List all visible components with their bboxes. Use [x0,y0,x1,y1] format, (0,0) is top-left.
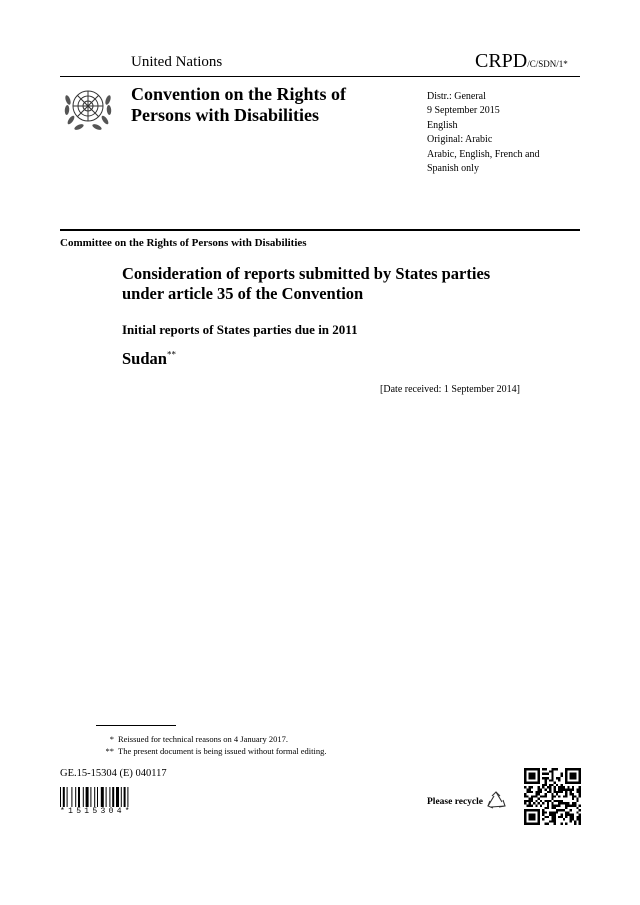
qr-module [551,798,553,800]
qr-module [538,791,540,793]
qr-module [540,804,542,806]
qr-module [526,800,528,802]
qr-module [531,795,533,797]
country-name: Sudan [122,349,167,368]
barcode-bar [83,787,84,807]
qr-module [556,768,558,770]
qr-module [572,795,574,797]
qr-module [535,793,537,795]
qr-module [551,784,553,786]
qr-module [570,789,572,791]
qr-module [570,820,572,822]
qr-module [563,786,565,788]
qr-module [524,800,526,802]
barcode-bar [60,787,61,807]
qr-module [551,775,553,777]
qr-module [554,782,556,784]
qr-module [574,802,576,804]
qr-module [567,804,569,806]
qr-module [529,786,531,788]
qr-module [540,791,542,793]
barcode-text: *1515304* [60,807,133,816]
qr-module [563,789,565,791]
qr-module [554,795,556,797]
qr-module [554,816,556,818]
qr-module [542,818,544,820]
qr-module [565,814,567,816]
qr-module [542,811,544,813]
qr-module [538,802,540,804]
qr-module [560,823,562,825]
qr-module [556,777,558,779]
barcode-bar [101,787,104,807]
qr-module [560,773,562,775]
qr-module [545,782,547,784]
qr-module [551,802,553,804]
document-symbol [475,50,568,73]
distribution-line: Distr.: General [427,91,486,102]
qr-module [529,791,531,793]
qr-module [549,784,551,786]
qr-module [574,823,576,825]
qr-module [572,818,574,820]
qr-module [538,789,540,791]
footnote-rule [96,725,176,726]
qr-module [526,795,528,797]
qr-module [542,768,544,770]
qr-module [567,786,569,788]
qr-module [554,820,556,822]
qr-module [529,798,531,800]
barcode-bar [90,787,91,807]
qr-module [547,773,549,775]
footnote-marker: * [109,734,114,744]
qr-module [542,814,544,816]
qr-module [545,784,547,786]
barcode-bar [106,787,107,807]
qr-module [551,770,553,772]
country-heading [122,349,176,369]
treaty-body-title: Convention on the Rights of Persons with Disabilities [131,84,347,125]
barcode [60,787,153,807]
distribution-line: English [427,119,458,131]
qr-module [545,768,547,770]
qr-module [545,807,547,809]
organization-label: United Nations [131,54,223,70]
barcode-bar [75,787,76,807]
qr-module [542,773,544,775]
qr-module [565,816,567,818]
header-rule [60,76,580,77]
barcode-bar [116,787,119,807]
qr-module [574,820,576,822]
qr-module [574,795,576,797]
qr-module [576,807,578,809]
qr-module [551,768,553,770]
barcode-bar [63,787,65,807]
qr-module [558,816,560,818]
footnote [100,746,326,756]
qr-module [545,816,547,818]
qr-module [558,809,560,811]
qr-module [551,814,553,816]
qr-module [554,786,556,788]
qr-module [547,791,549,793]
qr-module [554,804,556,806]
qr-module [538,798,540,800]
qr-module [572,786,574,788]
qr-module [551,793,553,795]
qr-module [579,804,581,806]
qr-module [579,786,581,788]
qr-module [535,800,537,802]
qr-module [526,791,528,793]
qr-module [542,795,544,797]
qr-module [542,802,544,804]
distribution-line: 9 September 2015 [427,105,500,117]
footnote [100,734,288,744]
qr-module [554,768,556,770]
qr-module [558,779,560,781]
qr-module [551,811,553,813]
barcode-bar [67,787,68,807]
qr-module [572,814,574,816]
qr-module [542,777,544,779]
qr-module [545,811,547,813]
qr-module [576,791,578,793]
symbol-main: CRPD [475,50,528,72]
qr-module [551,820,553,822]
qr-module [554,818,556,820]
qr-module [558,795,560,797]
qr-module [547,804,549,806]
qr-module [545,773,547,775]
qr-module [567,802,569,804]
qr-module [535,804,537,806]
qr-module [551,804,553,806]
qr-module [531,800,533,802]
qr-module [579,823,581,825]
qr-module [560,802,562,804]
qr-module [547,802,549,804]
qr-module [560,809,562,811]
qr-module [558,791,560,793]
qr-module [526,789,528,791]
qr-module [570,791,572,793]
qr-module [558,786,560,788]
qr-module [549,779,551,781]
qr-module [556,804,558,806]
qr-module [565,793,567,795]
qr-module [540,795,542,797]
recycle-icon [485,791,507,811]
document-title: Consideration of reports submitted by States parties under article 35 of the Convention [122,264,491,303]
qr-module [547,800,549,802]
qr-module [524,795,526,797]
qr-module [565,789,567,791]
qr-module [570,818,572,820]
qr-module [549,770,551,772]
qr-module [551,777,553,779]
qr-module [560,786,562,788]
barcode-bar [97,787,98,807]
qr-module [579,820,581,822]
qr-module [549,789,551,791]
qr-module [535,791,537,793]
symbol-suffix: /C/SDN/1* [527,59,568,69]
qr-module [560,784,562,786]
qr-module [572,798,574,800]
qr-module [551,795,553,797]
qr-module [545,793,547,795]
qr-module [533,795,535,797]
barcode-bar [112,787,114,807]
qr-module [570,804,572,806]
qr-module [538,786,540,788]
qr-module [535,795,537,797]
qr-module [563,809,565,811]
qr-module [545,777,547,779]
footnote-text: The present document is being issued without formal editing. [118,746,327,756]
qr-module [547,823,549,825]
barcode-bar [124,787,126,807]
distribution-line: Arabic, English, French and [427,148,540,160]
qr-module [545,779,547,781]
qr-module [540,789,542,791]
qr-module [551,807,553,809]
qr-module [556,784,558,786]
qr-module [526,804,528,806]
qr-module [529,789,531,791]
qr-module [549,791,551,793]
qr-module [554,811,556,813]
qr-module [545,823,547,825]
qr-module [531,798,533,800]
qr-module [529,800,531,802]
qr-module [554,823,556,825]
qr-module [554,814,556,816]
committee-name: Committee on the Rights of Persons with Disabilities [60,237,307,249]
qr-module [570,793,572,795]
qr-module [579,795,581,797]
footnote-text: Reissued for technical reasons on 4 January 2017. [118,734,288,744]
distribution-line: Spanish only [427,163,479,175]
qr-module [549,786,551,788]
qr-module [567,811,569,813]
qr-module [565,804,567,806]
qr-module [563,795,565,797]
qr-module [524,786,526,788]
qr-module [558,789,560,791]
qr-module [576,816,578,818]
qr-module [576,798,578,800]
recycle-label: Please recycle [427,797,483,807]
qr-module [558,777,560,779]
qr-module [572,793,574,795]
qr-module [547,777,549,779]
country-footnote-marker: ** [166,349,176,360]
qr-module [579,818,581,820]
qr-module [579,816,581,818]
barcode-bar [71,787,72,807]
qr-module [533,802,535,804]
qr-module [545,800,547,802]
qr-module [572,802,574,804]
barcode-bar [78,787,80,807]
qr-module [558,802,560,804]
qr-module [560,814,562,816]
qr-module [529,802,531,804]
qr-module [529,814,536,821]
qr-module [579,789,581,791]
qr-module [551,773,553,775]
qr-module [531,804,533,806]
qr-module [547,786,549,788]
qr-module [554,789,556,791]
qr-module [576,789,578,791]
qr-module [576,818,578,820]
footnote-marker: ** [105,746,114,756]
barcode-bar [121,787,122,807]
qr-module [547,816,549,818]
qr-module [565,807,567,809]
qr-module [551,779,553,781]
qr-module [551,816,553,818]
qr-module [549,814,551,816]
qr-module [567,789,569,791]
qr-module [560,800,562,802]
qr-module [570,773,577,780]
qr-module [538,793,540,795]
qr-module [542,809,544,811]
qr-module [556,809,558,811]
qr-module [529,773,536,780]
qr-module [570,814,572,816]
qr-module [547,807,549,809]
qr-module [549,800,551,802]
qr-module [570,816,572,818]
qr-module [542,784,544,786]
un-emblem-icon [62,82,114,134]
barcode-bar [109,787,110,807]
qr-module [542,786,544,788]
qr-module [554,807,556,809]
qr-module [565,811,567,813]
barcode-bar [127,787,128,807]
qr-module [556,800,558,802]
qr-module [565,795,567,797]
qr-module [572,789,574,791]
qr-module [556,791,558,793]
qr-module [565,823,567,825]
qr-module [560,791,562,793]
qr-module [563,818,565,820]
qr-module [556,811,558,813]
barcode-bar [94,787,95,807]
qr-module [574,804,576,806]
document-subtitle: Initial reports of States parties due in 2011 [122,322,358,337]
qr-module [545,789,547,791]
qr-module [558,800,560,802]
qr-module [531,786,533,788]
qr-module [554,800,556,802]
qr-module [531,791,533,793]
qr-module [560,789,562,791]
qr-module [572,816,574,818]
masthead-rule [60,229,580,231]
qr-module [540,800,542,802]
qr-module [560,816,562,818]
qr-module [524,802,526,804]
qr-module [579,793,581,795]
qr-module [558,804,560,806]
qr-module [560,775,562,777]
barcode-bar [86,787,89,807]
qr-module [556,793,558,795]
distribution-line: Original: Arabic [427,134,493,146]
qr-module [579,809,581,811]
qr-module [554,791,556,793]
qr-module [579,791,581,793]
qr-module [570,809,572,811]
qr-module [576,800,578,802]
qr-module [549,820,551,822]
qr-module [545,795,547,797]
qr-module [563,802,565,804]
date-received: [Date received: 1 September 2014] [380,384,520,395]
qr-module [576,811,578,813]
qr-module [529,804,531,806]
qr-module [524,793,526,795]
qr-module [572,804,574,806]
qr-module [565,802,567,804]
distribution-block [427,90,587,176]
qr-module [551,818,553,820]
qr-module [565,791,567,793]
job-number: GE.15-15304 (E) 040117 [60,768,167,779]
qr-module [567,814,569,816]
qr-module [579,814,581,816]
qr-module [549,811,551,813]
qr-code [524,768,581,825]
